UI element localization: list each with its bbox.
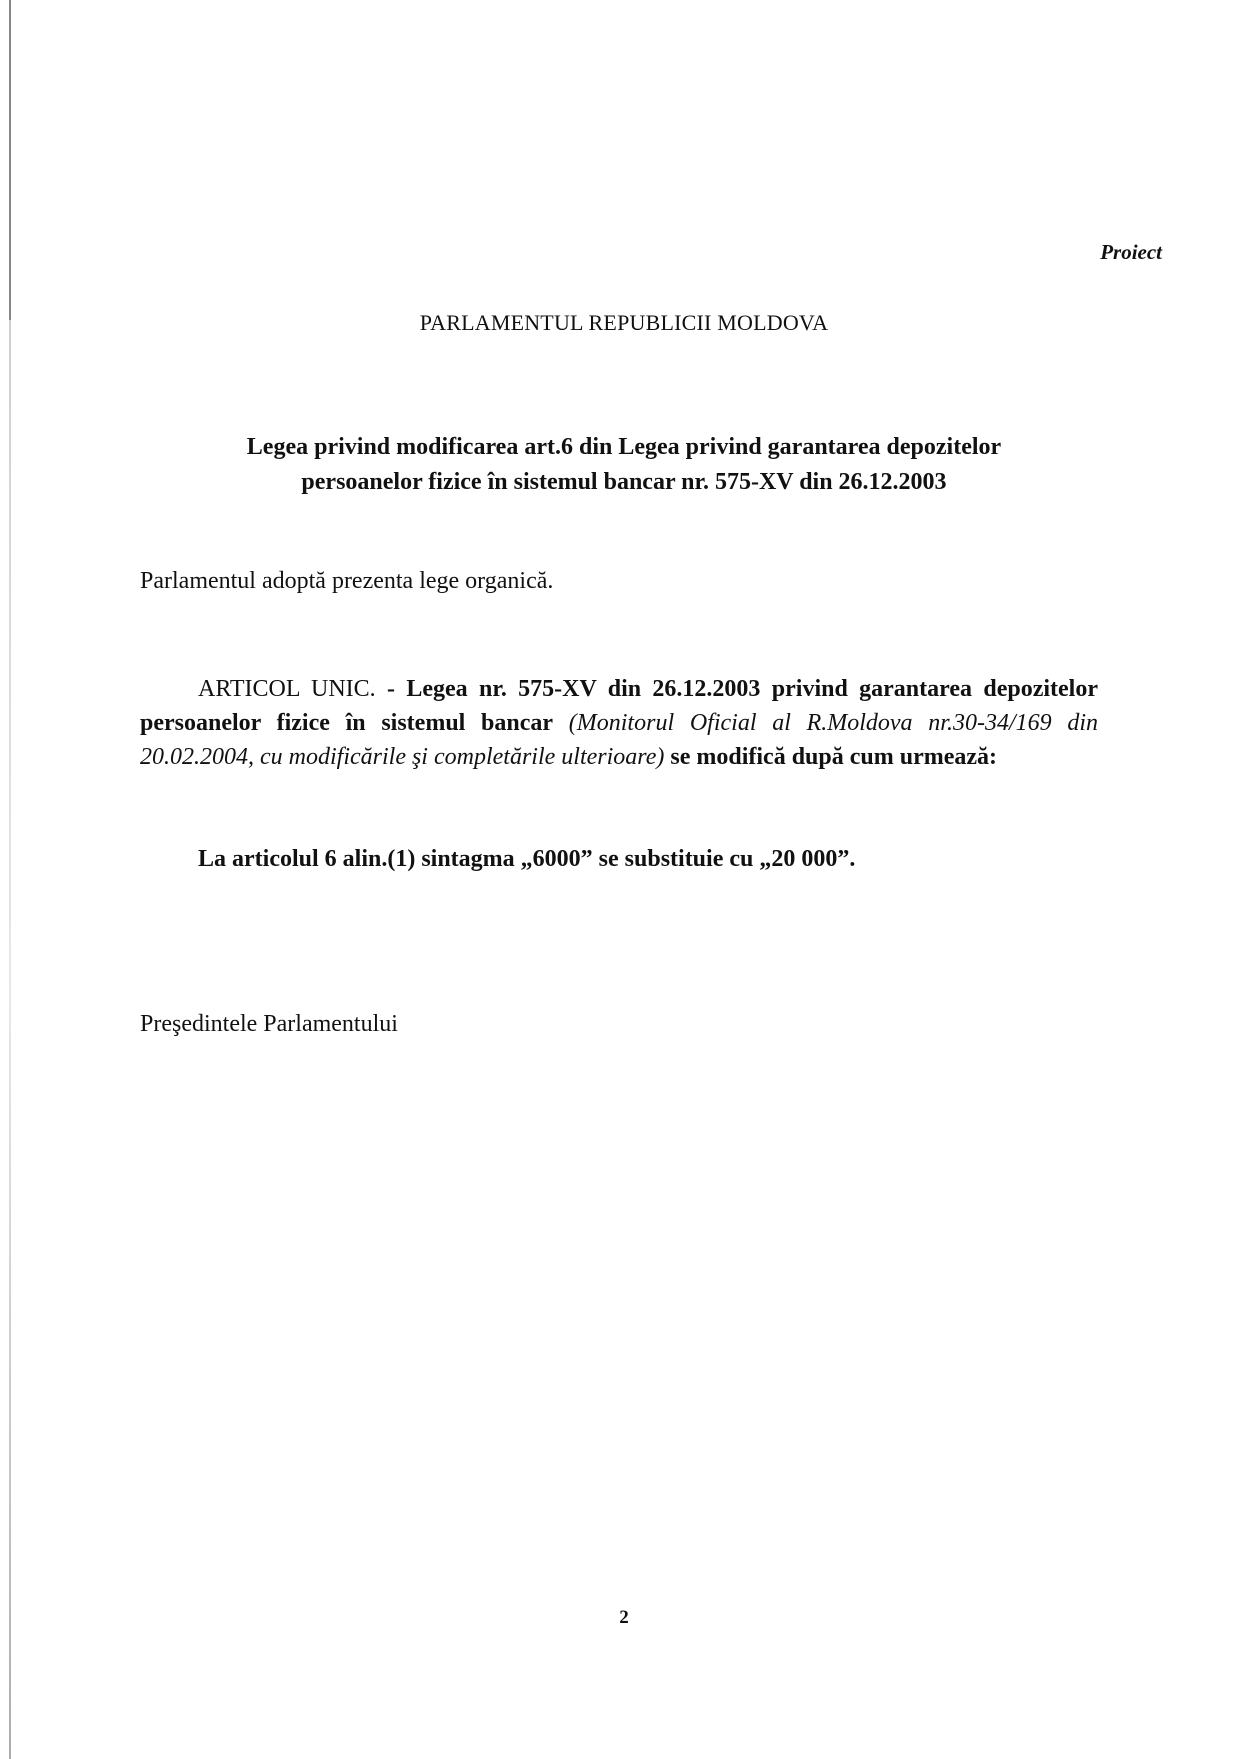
article-text-1: Legea nr. 575-XV din 26.12.2003 privind garantarea depozitelor persoanelor fizice în sistemul bancar: [140, 676, 1098, 736]
article-heading: ARTICOL UNIC.: [198, 676, 376, 702]
institution-heading: PARLAMENTUL REPUBLICII MOLDOVA: [419, 310, 829, 335]
law-title-line-2: persoanelor fizice în sistemul bancar nr. 575-XV din 26.12.2003: [301, 469, 947, 495]
adoption-statement: Parlamentul adoptă prezenta lege organică.: [140, 568, 554, 594]
scan-edge-line: [9, 0, 11, 1759]
article-paragraph: [140, 672, 1098, 774]
draft-label: Proiect: [1100, 240, 1162, 264]
article-dash: -: [375, 676, 407, 702]
law-title-line-1: Legea privind modificarea art.6 din Legea privind garantarea depozitelor: [246, 434, 1002, 460]
article-reference: (Monitorul Oficial al R.Moldova nr.30-34/169 din 20.02.2004, cu modificările şi completările ulterioare): [140, 710, 1099, 770]
article-text-2: se modifică după cum urmează:: [670, 744, 998, 770]
amendment-text: La articolul 6 alin.(1) sintagma „6000” se substituie cu „20 000”.: [198, 846, 856, 872]
signature-title: Preşedintele Parlamentului: [140, 1011, 398, 1037]
law-title: [150, 430, 1098, 500]
page-number: 2: [619, 1607, 629, 1628]
